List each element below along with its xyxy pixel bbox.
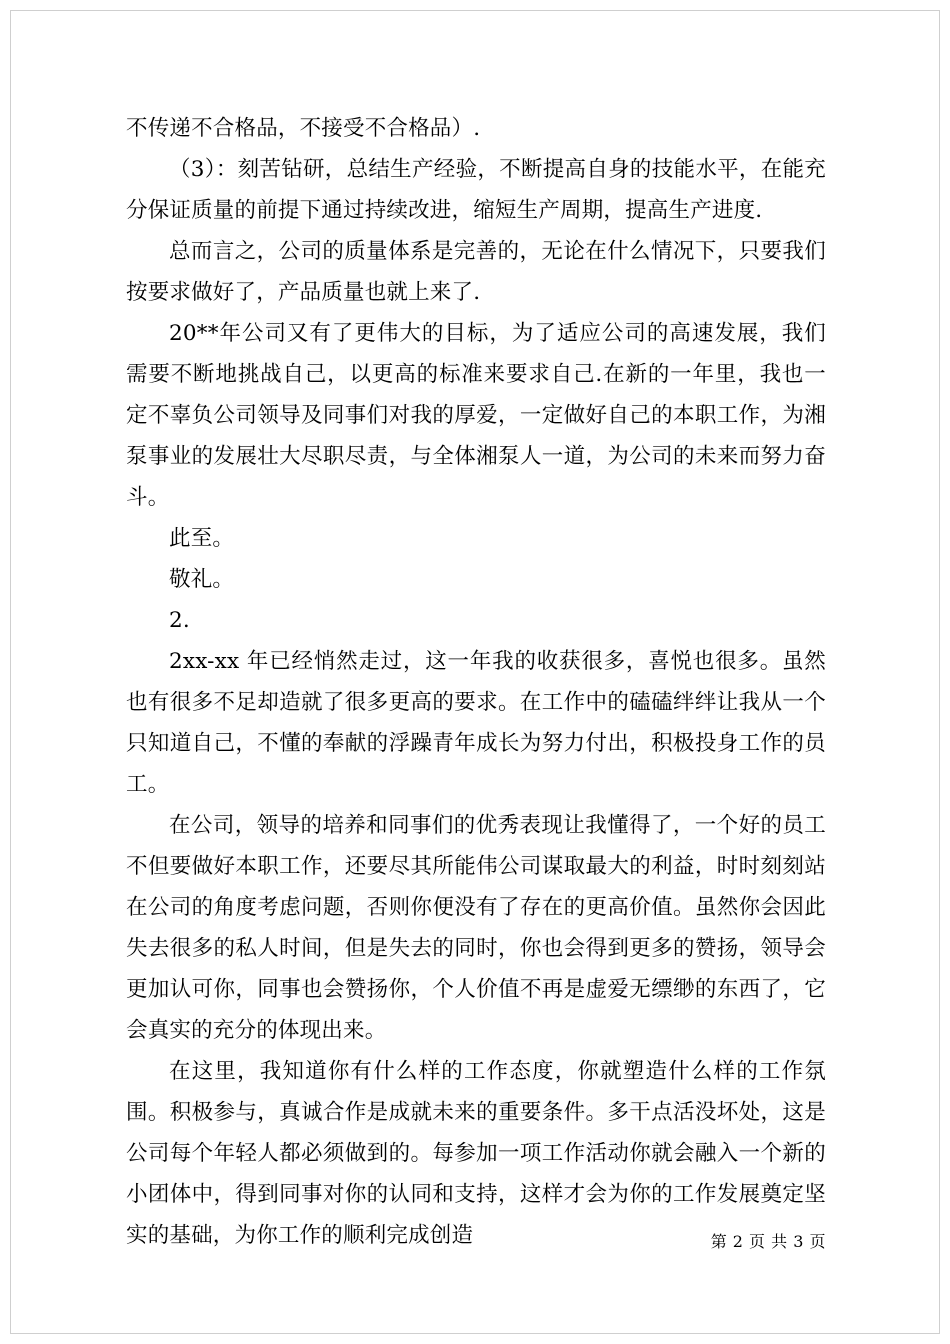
paragraph: 此至。	[169, 526, 235, 551]
paragraph: 不传递不合格品，不接受不合格品）.	[126, 116, 481, 141]
paragraph: 总而言之，公司的质量体系是完善的，无论在什么情况下，只要我们按要求做好了，产品质量也就上来了.	[126, 239, 826, 305]
paragraph: （3）：刻苦钻研，总结生产经验，不断提高自身的技能水平，在能充分保证质量的前提下通过持续改进，缩短生产周期，提高生产进度.	[126, 157, 826, 223]
paragraph: 敬礼。	[169, 567, 235, 592]
page-number-footer: 第 2 页 共 3 页	[710, 1232, 826, 1251]
paragraph: 在这里，我知道你有什么样的工作态度，你就塑造什么样的工作氛围。积极参与，真诚合作是成就未来的重要条件。多干点活没坏处，这是公司每个年轻人都必须做到的。每参加一项工作活动你就会融入一个新的小团体中，得到同事对你的认同和支持，这样才会为你的工作发展奠定坚实的基础，为你工作的顺利完成创造	[126, 1059, 826, 1248]
paragraph: 2xx-xx 年已经悄然走过，这一年我的收获很多，喜悦也很多。虽然也有很多不足却造就了很多更高的要求。在工作中的磕磕绊绊让我从一个只知道自己，不懂的奉献的浮躁青年成长为努力付出，积极投身工作的员工。	[126, 649, 826, 797]
paragraph: 在公司，领导的培养和同事们的优秀表现让我懂得了，一个好的员工不但要做好本职工作，还要尽其所能伟公司谋取最大的利益，时时刻刻站在公司的角度考虑问题，否则你便没有了存在的更高价值。虽然你会因此失去很多的私人时间，但是失去的同时，你也会得到更多的赞扬，领导会更加认可你，同事也会赞扬你，个人价值不再是虚爱无缥缈的东西了，它会真实的充分的体现出来。	[126, 813, 826, 1043]
document-body	[126, 108, 826, 1256]
paragraph: 2.	[169, 608, 190, 633]
paragraph: 20**年公司又有了更伟大的目标，为了适应公司的高速发展，我们需要不断地挑战自己，以更高的标准来要求自己.在新的一年里，我也一定不辜负公司领导及同事们对我的厚爱，一定做好自己的本职工作，为湘泵事业的发展壮大尽职尽责，与全体湘泵人一道，为公司的未来而努力奋斗。	[126, 321, 826, 510]
